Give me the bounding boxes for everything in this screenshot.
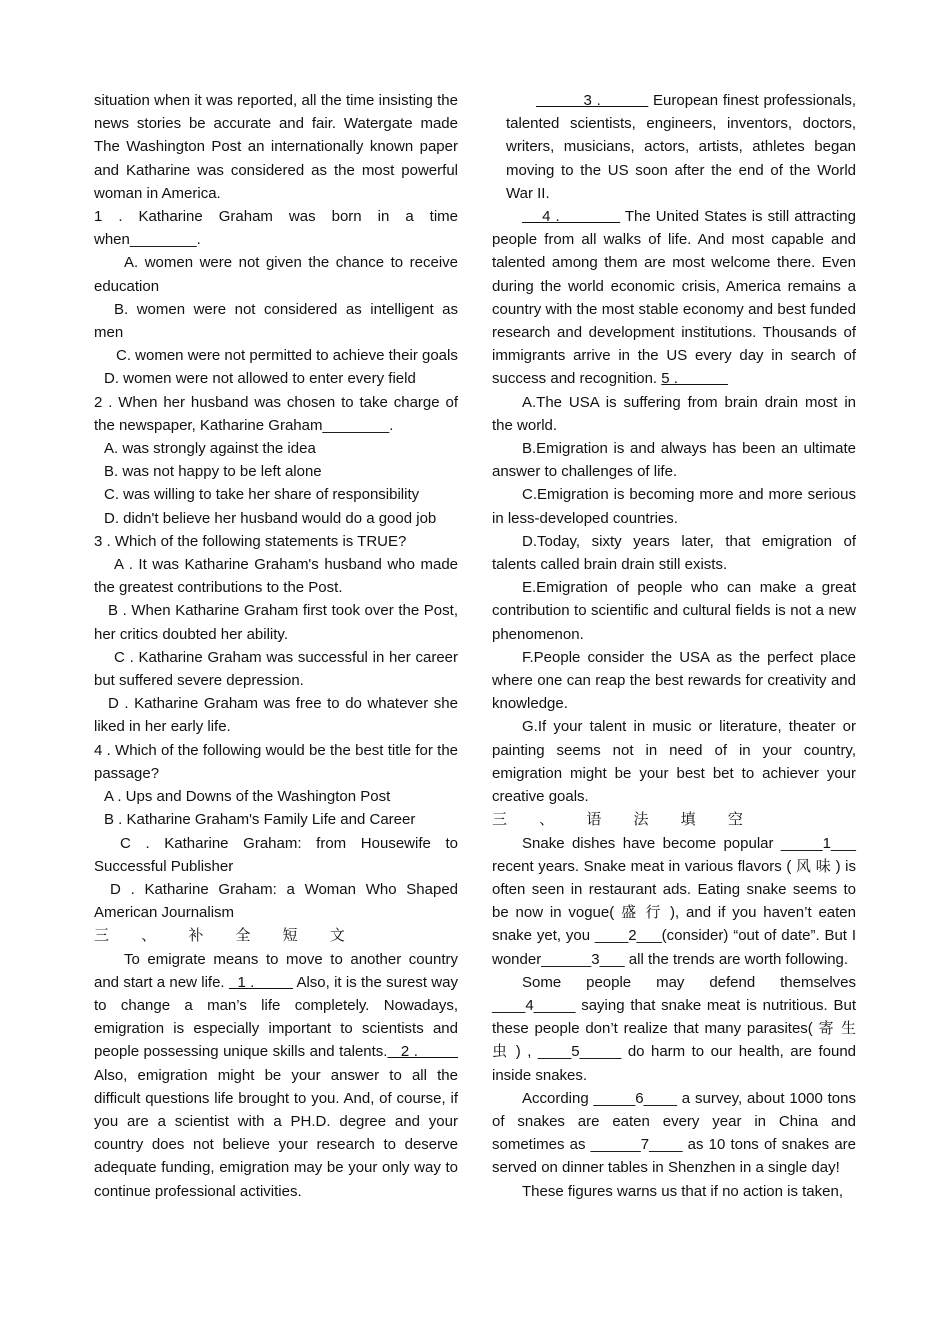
- question-2-option-a: A. was strongly against the idea: [104, 440, 316, 458]
- cloze-text-3: Also, emigration might be your answer to all the difficult questions life brought to you. And, of course, if you are a scientist with a PH.D. degree and your country does not believe your research to deserve adequate funding, emigration may be your only way to continue professional activities.: [94, 1066, 458, 1200]
- cloze-text-2: Also, it is the surest way to change a man’s life completely. Nowadays, emigration is especially important to scientists and people possessing unique skills and talents.: [94, 973, 458, 1061]
- blank-1: 1 .: [228, 973, 293, 991]
- question-1-option-c: C. women were not permitted to achieve their goals: [116, 347, 458, 365]
- option-c: C.Emigration is becoming more and more serious in less-developed countries.: [492, 486, 856, 527]
- passage-intro: situation when it was reported, all the time insisting the news stories be accurate and fair. Watergate made The Washington Post an internationally known paper and Katharine was considered as the most powerful woman in America.: [94, 92, 458, 202]
- grammar-section-heading: 三 、 语 法 填 空: [492, 811, 757, 829]
- cloze-paragraph-4-text: The United States is still attracting people from all walks of life. And most capable and talented among them are most welcome there. Even during the world economic crisis, America remains a country with the most stable economy and best funded research and development institutions. Thousands of immigrants arrive in the US every day in search of success and recognition.: [492, 208, 856, 388]
- blank-4: 4 .: [522, 208, 621, 226]
- question-3-option-c: C . Katharine Graham was successful in her career but suffered severe depression.: [94, 648, 458, 690]
- question-1-option-a: A. women were not given the chance to receive education: [94, 254, 458, 295]
- question-4-option-d: D . Katharine Graham: a Woman Who Shaped American Journalism: [94, 880, 458, 922]
- question-4-stem: 4 . Which of the following would be the best title for the passage?: [94, 741, 458, 782]
- question-4-option-b: B . Katharine Graham's Family Life and Career: [104, 811, 416, 829]
- right-column: [492, 89, 856, 1203]
- question-2-option-c: C. was willing to take her share of responsibility: [104, 486, 420, 504]
- cloze-text-1: To emigrate means to move to another country and start a new life.: [94, 950, 458, 991]
- grammar-paragraph-3: According _____6____ a survey, about 1000 tons of snakes are eaten every year in China and sometimes as ______7____ as 10 tons of snakes are served on dinner tables in Shenzhen in a single day!: [492, 1089, 856, 1177]
- option-g: G.If your talent in music or literature, theater or painting seems not in need of in your country, emigration might be your best bet to achiever your creative goals.: [492, 718, 856, 806]
- question-4-option-a: A . Ups and Downs of the Washington Post: [104, 788, 391, 806]
- cloze-paragraph-3: [492, 89, 856, 205]
- question-1-option-d: D. women were not allowed to enter every field: [104, 370, 416, 388]
- option-f: F.People consider the USA as the perfect place where one can reap the best rewards for creativity and knowledge.: [492, 648, 856, 713]
- section-3-heading: 三 、 补 全 短 文: [94, 927, 359, 945]
- option-b: B.Emigration is and always has been an ultimate answer to challenges of life.: [492, 440, 856, 481]
- blank-5: 5 .: [661, 370, 728, 388]
- question-3-stem: 3 . Which of the following statements is TRUE?: [94, 532, 407, 550]
- question-3-option-a: A . It was Katharine Graham's husband who made the greatest contributions to the Post.: [94, 556, 458, 597]
- question-1-stem: 1 . Katharine Graham was born in a time when________.: [94, 208, 458, 249]
- grammar-paragraph-4: These figures warns us that if no action is taken,: [522, 1182, 843, 1200]
- cloze-paragraph-3-text: European finest professionals, talented scientists, engineers, inventors, doctors, writers, musicians, actors, artists, athletes began moving to the US soon after the end of the World War II.: [506, 92, 856, 202]
- blank-3: 3 .: [536, 92, 649, 109]
- question-3-option-b: B . When Katharine Graham first took over the Post, her critics doubted her ability.: [94, 602, 458, 643]
- grammar-paragraph-1: Snake dishes have become popular _____1___ recent years. Snake meat in various flavors ( 风 味 ) is often seen in restaurant ads. Eating snake seems to be now in vogue( 盛 行 ), and if you haven’t eaten snake yet, you ____2___(consider) “out of date”. But I wonder______3___ all the trends are worth following.: [492, 834, 856, 968]
- question-2-option-d: D. didn't believe her husband would do a good job: [104, 509, 437, 527]
- question-4-option-c: C . Katharine Graham: from Housewife to Successful Publisher: [94, 834, 458, 875]
- option-a: A.The USA is suffering from brain drain most in the world.: [492, 393, 856, 434]
- cloze-passage: [94, 948, 458, 1203]
- blank-2: 2 .: [387, 1043, 459, 1061]
- question-2-option-b: B. was not happy to be left alone: [104, 463, 322, 481]
- grammar-paragraph-2: Some people may defend themselves ____4_____ saying that snake meat is nutritious. But these people don’t realize that many parasites( 寄 生 虫 ) , ____5_____ do harm to our health, are found inside snakes.: [492, 973, 856, 1084]
- option-d: D.Today, sixty years later, that emigration of talents called brain drain still exists.: [492, 532, 856, 574]
- question-1-option-b: B. women were not considered as intelligent as men: [94, 300, 458, 342]
- question-3-option-d: D . Katharine Graham was free to do whatever she liked in her early life.: [94, 695, 458, 736]
- cloze-paragraph-4: [492, 205, 856, 391]
- option-e: E.Emigration of people who can make a great contribution to scientific and cultural fields is not a new phenomenon.: [492, 579, 856, 643]
- question-2-stem: 2 . When her husband was chosen to take charge of the newspaper, Katharine Graham________.: [94, 393, 458, 434]
- left-column: [94, 89, 458, 1203]
